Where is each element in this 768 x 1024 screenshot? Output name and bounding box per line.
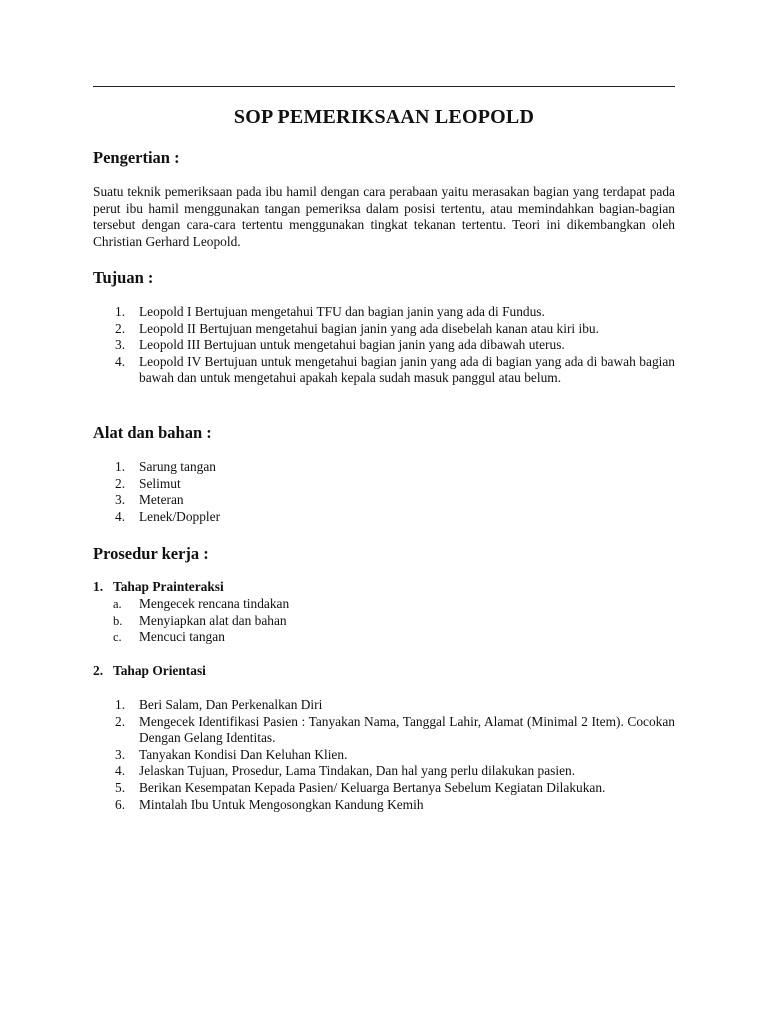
list-letter: a. [113,597,122,611]
list-number: 3. [115,337,126,353]
list-item-text: Meteran [139,492,184,508]
list-item [93,354,675,387]
list-item [93,476,675,493]
prainteraksi-list [93,596,675,646]
list-item-text: Leopold IV Bertujuan untuk mengetahui bagian janin yang ada di bagian yang ada di bawah bagian bawah dan untuk mengetahui apakah kepala sudah masuk panggul atau belum. [139,353,675,386]
stage-number: 1. [93,579,104,594]
pengertian-paragraph: Suatu teknik pemeriksaan pada ibu hamil dengan cara perabaan yaitu merasakan bagian yang terdapat pada perut ibu hamil menggunakan tangan pemeriksa dalam posisi tertentu, atau memindahkan bagian-bagian tersebut dengan cara-cara tertentu menggunakan tingkat tekanan tertentu. Teori ini dikembangkan oleh Christian Gerhard Leopold. [93,184,675,249]
list-item-text: Mengecek rencana tindakan [139,596,290,611]
list-item-text: Selimut [139,475,181,491]
list-number: 1. [115,304,126,319]
alat-list [93,459,675,525]
list-number: 4. [115,353,126,369]
list-item-text: Mengecek Identifikasi Pasien : Tanyakan Nama, Tanggal Lahir, Alamat (Minimal 2 Item). Cocokan Dengan Gelang Identitas. [139,713,675,746]
list-item-text: Beri Salam, Dan Perkenalkan Diri [139,697,323,712]
list-item [93,629,675,646]
list-letter: c. [113,630,122,645]
stage-orientasi-title [93,663,206,679]
list-item-text: Leopold I Bertujuan mengetahui TFU dan bagian janin yang ada di Fundus. [139,304,545,319]
pengertian-heading: Pengertian : [93,148,180,167]
list-item-text: Berikan Kesempatan Kepada Pasien/ Keluarga Bertanya Sebelum Kegiatan Dilakukan. [139,779,606,795]
list-item [93,747,675,764]
tujuan-heading: Tujuan : [93,268,154,287]
list-item [93,714,675,747]
list-item-text: Leopold III Bertujuan untuk mengetahui bagian janin yang ada dibawah uterus. [139,337,565,353]
list-number: 6. [115,796,126,812]
list-item [93,797,675,814]
orientasi-list [93,697,675,813]
stage-title-text: Tahap Prainteraksi [113,579,224,594]
list-item [93,509,675,526]
page-title: SOP PEMERIKSAAN LEOPOLD [233,106,535,128]
stage-title-text: Tahap Orientasi [113,663,206,678]
list-item [93,459,675,476]
list-item-text: Mencuci tangan [139,629,225,645]
list-number: 4. [115,508,126,524]
list-number: 2. [115,475,126,491]
stage-number: 2. [93,663,104,678]
list-item-text: Tanyakan Kondisi Dan Keluhan Klien. [139,746,348,762]
list-number: 1. [115,697,126,712]
list-item [93,304,675,321]
list-number: 2. [115,320,126,336]
list-item [93,613,675,630]
list-item [93,596,675,613]
list-number: 1. [115,459,126,474]
list-number: 4. [115,763,126,779]
list-item-text: Menyiapkan alat dan bahan [139,612,287,628]
list-item-text: Mintalah Ibu Untuk Mengosongkan Kandung Kemih [139,796,424,812]
stage-prainteraksi-title [93,579,224,595]
list-item-text: Leopold II Bertujuan mengetahui bagian janin yang ada disebelah kanan atau kiri ibu. [139,320,599,336]
list-item [93,492,675,509]
list-item [93,697,675,714]
list-item-text: Jelaskan Tujuan, Prosedur, Lama Tindakan, Dan hal yang perlu dilakukan pasien. [139,763,576,779]
list-item [93,321,675,338]
alat-heading: Alat dan bahan : [93,423,212,442]
list-item [93,763,675,780]
list-number: 3. [115,746,126,762]
list-number: 2. [115,713,126,729]
list-item [93,780,675,797]
list-item-text: Sarung tangan [139,459,216,474]
list-number: 3. [115,492,126,508]
top-divider [93,86,675,87]
list-item [93,337,675,354]
list-number: 5. [115,779,126,795]
tujuan-list [93,304,675,387]
list-letter: b. [113,613,123,628]
prosedur-heading: Prosedur kerja : [93,544,209,563]
list-item-text: Lenek/Doppler [139,508,221,524]
